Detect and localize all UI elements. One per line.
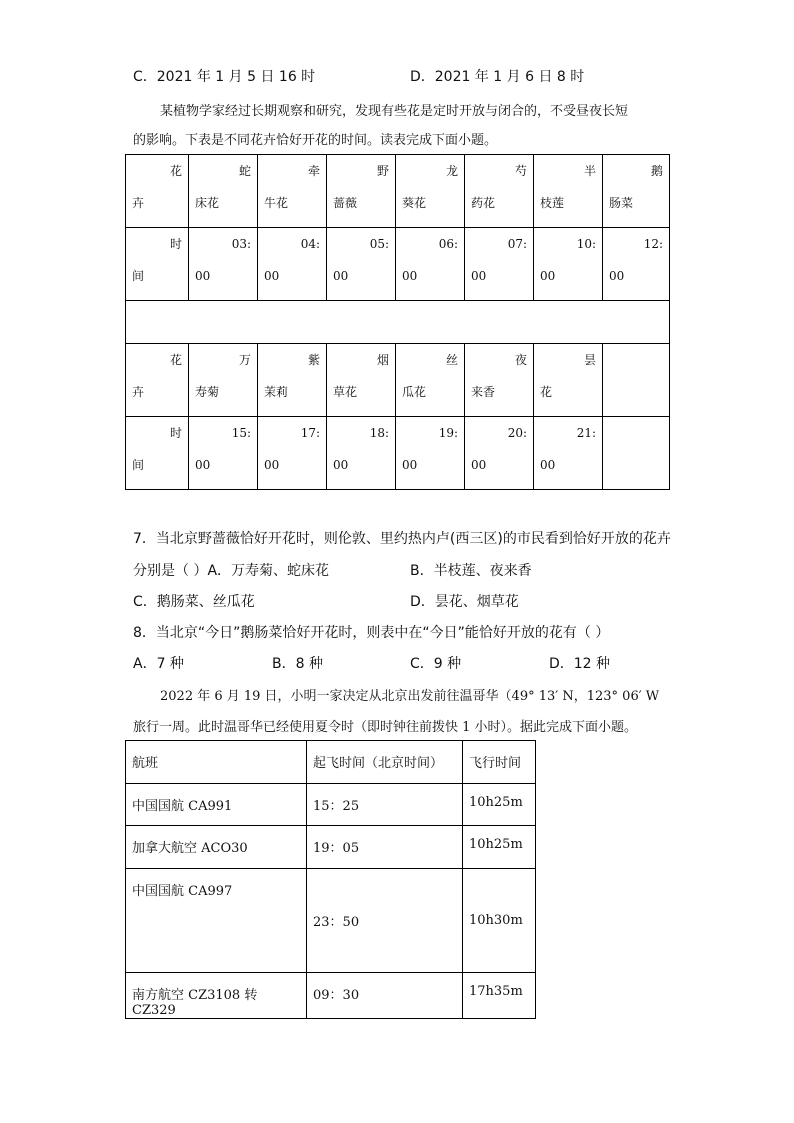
intro2-paragraph-line-1: 2022 年 6 月 19 日，小明一家决定从北京出发前往温哥华（49° 13′ N，123° 06′ W <box>160 689 660 704</box>
flight-cell: 19：05 <box>307 826 463 869</box>
intro-paragraph-line-1: 某植物学家经过长期观察和研究，发现有些花是定时开放与闭合的，不受昼夜长短 <box>160 104 629 119</box>
time-row-1 <box>126 228 670 301</box>
question-7-stem-line-1: 7．当北京野蔷薇恰好开花时，则伦敦、里约热内卢(西三区)的市民看到恰好开放的花卉 <box>133 531 671 547</box>
flight-cell: 南方航空 CZ3108 转 CZ329 <box>126 973 307 1019</box>
question-7-option-d: D．昙花、烟草花 <box>410 594 519 610</box>
question-8-option-b: B．8 种 <box>272 656 323 672</box>
flight-cell: 加拿大航空 ACO30 <box>126 826 307 869</box>
time-cell: 20: 00 <box>465 417 534 490</box>
time-header-cell: 时 间 <box>126 228 189 301</box>
question-8-stem: 8．当北京“今日”鹅肠菜恰好开花时，则表中在“今日”能恰好开放的花有（ ） <box>133 625 610 641</box>
empty-cell <box>603 344 670 417</box>
time-row-2 <box>126 417 670 490</box>
flower-cell: 丝 瓜花 <box>396 344 465 417</box>
option-c-prev: C．2021 年 1 月 5 日 16 时 <box>133 69 316 85</box>
time-cell: 17: 00 <box>258 417 327 490</box>
flight-cell: 中国国航 CA991 <box>126 784 307 826</box>
blank-cell <box>126 301 670 344</box>
flower-cell: 昙 花 <box>534 344 603 417</box>
intro-paragraph-line-2: 的影响。下表是不同花卉恰好开花的时间。读表完成下面小题。 <box>133 133 498 148</box>
flight-cell: 10h25m <box>463 826 536 869</box>
flower-cell: 夜 来香 <box>465 344 534 417</box>
time-cell: 12: 00 <box>603 228 670 301</box>
time-cell: 21: 00 <box>534 417 603 490</box>
flower-cell: 半 枝莲 <box>534 155 603 228</box>
time-cell: 04: 00 <box>258 228 327 301</box>
flight-header-cell: 飞行时间 <box>463 741 536 784</box>
question-8-option-c: C．9 种 <box>410 656 462 672</box>
flower-cell: 蛇 床花 <box>189 155 258 228</box>
time-cell: 03: 00 <box>189 228 258 301</box>
flower-cell: 龙 葵花 <box>396 155 465 228</box>
flight-cell: 10h25m <box>463 784 536 826</box>
flower-cell: 野 蔷薇 <box>327 155 396 228</box>
time-cell: 10: 00 <box>534 228 603 301</box>
flight-row <box>126 973 536 1019</box>
flight-cell: 中国国航 CA997 <box>126 869 307 973</box>
flight-cell: 17h35m <box>463 973 536 1019</box>
time-cell: 15: 00 <box>189 417 258 490</box>
flight-row <box>126 784 536 826</box>
question-7-option-c: C．鹅肠菜、丝瓜花 <box>133 594 255 610</box>
flight-cell: 15：25 <box>307 784 463 826</box>
time-cell: 19: 00 <box>396 417 465 490</box>
flight-cell: 10h30m <box>463 869 536 973</box>
flower-row-2 <box>126 344 670 417</box>
flower-opening-time-table <box>125 154 670 490</box>
flower-cell: 鹅 肠菜 <box>603 155 670 228</box>
flight-header-cell: 航班 <box>126 741 307 784</box>
flight-table-header-row <box>126 741 536 784</box>
flower-cell: 紫 茉莉 <box>258 344 327 417</box>
flower-cell: 芍 药花 <box>465 155 534 228</box>
intro2-paragraph-line-2: 旅行一周。此时温哥华已经使用夏令时（即时钟往前拨快 1 小时）。据此完成下面小题。 <box>133 720 638 735</box>
question-8-option-a: A．7 种 <box>133 656 184 672</box>
question-7-option-b: B．半枝莲、夜来香 <box>410 563 532 579</box>
time-cell: 18: 00 <box>327 417 396 490</box>
flight-header-cell: 起飞时间（北京时间） <box>307 741 463 784</box>
question-8-option-d: D．12 种 <box>549 656 611 672</box>
time-cell: 06: 00 <box>396 228 465 301</box>
flight-row <box>126 826 536 869</box>
flower-row-1 <box>126 155 670 228</box>
flower-cell: 烟 草花 <box>327 344 396 417</box>
flight-schedule-table <box>125 740 536 1019</box>
flight-cell: 09：30 <box>307 973 463 1019</box>
time-header-cell: 时 间 <box>126 417 189 490</box>
option-d-prev: D．2021 年 1 月 6 日 8 时 <box>410 69 585 85</box>
flight-row <box>126 869 536 973</box>
flight-cell: 23：50 <box>307 869 463 973</box>
time-cell: 07: 00 <box>465 228 534 301</box>
flower-cell: 万 寿菊 <box>189 344 258 417</box>
flower-cell: 牵 牛花 <box>258 155 327 228</box>
flower-header-cell: 花 卉 <box>126 344 189 417</box>
blank-row <box>126 301 670 344</box>
flower-header-cell: 花 卉 <box>126 155 189 228</box>
question-7-stem-line-2: 分别是（ ）A．万寿菊、蛇床花 <box>133 563 330 579</box>
empty-cell <box>603 417 670 490</box>
time-cell: 05: 00 <box>327 228 396 301</box>
